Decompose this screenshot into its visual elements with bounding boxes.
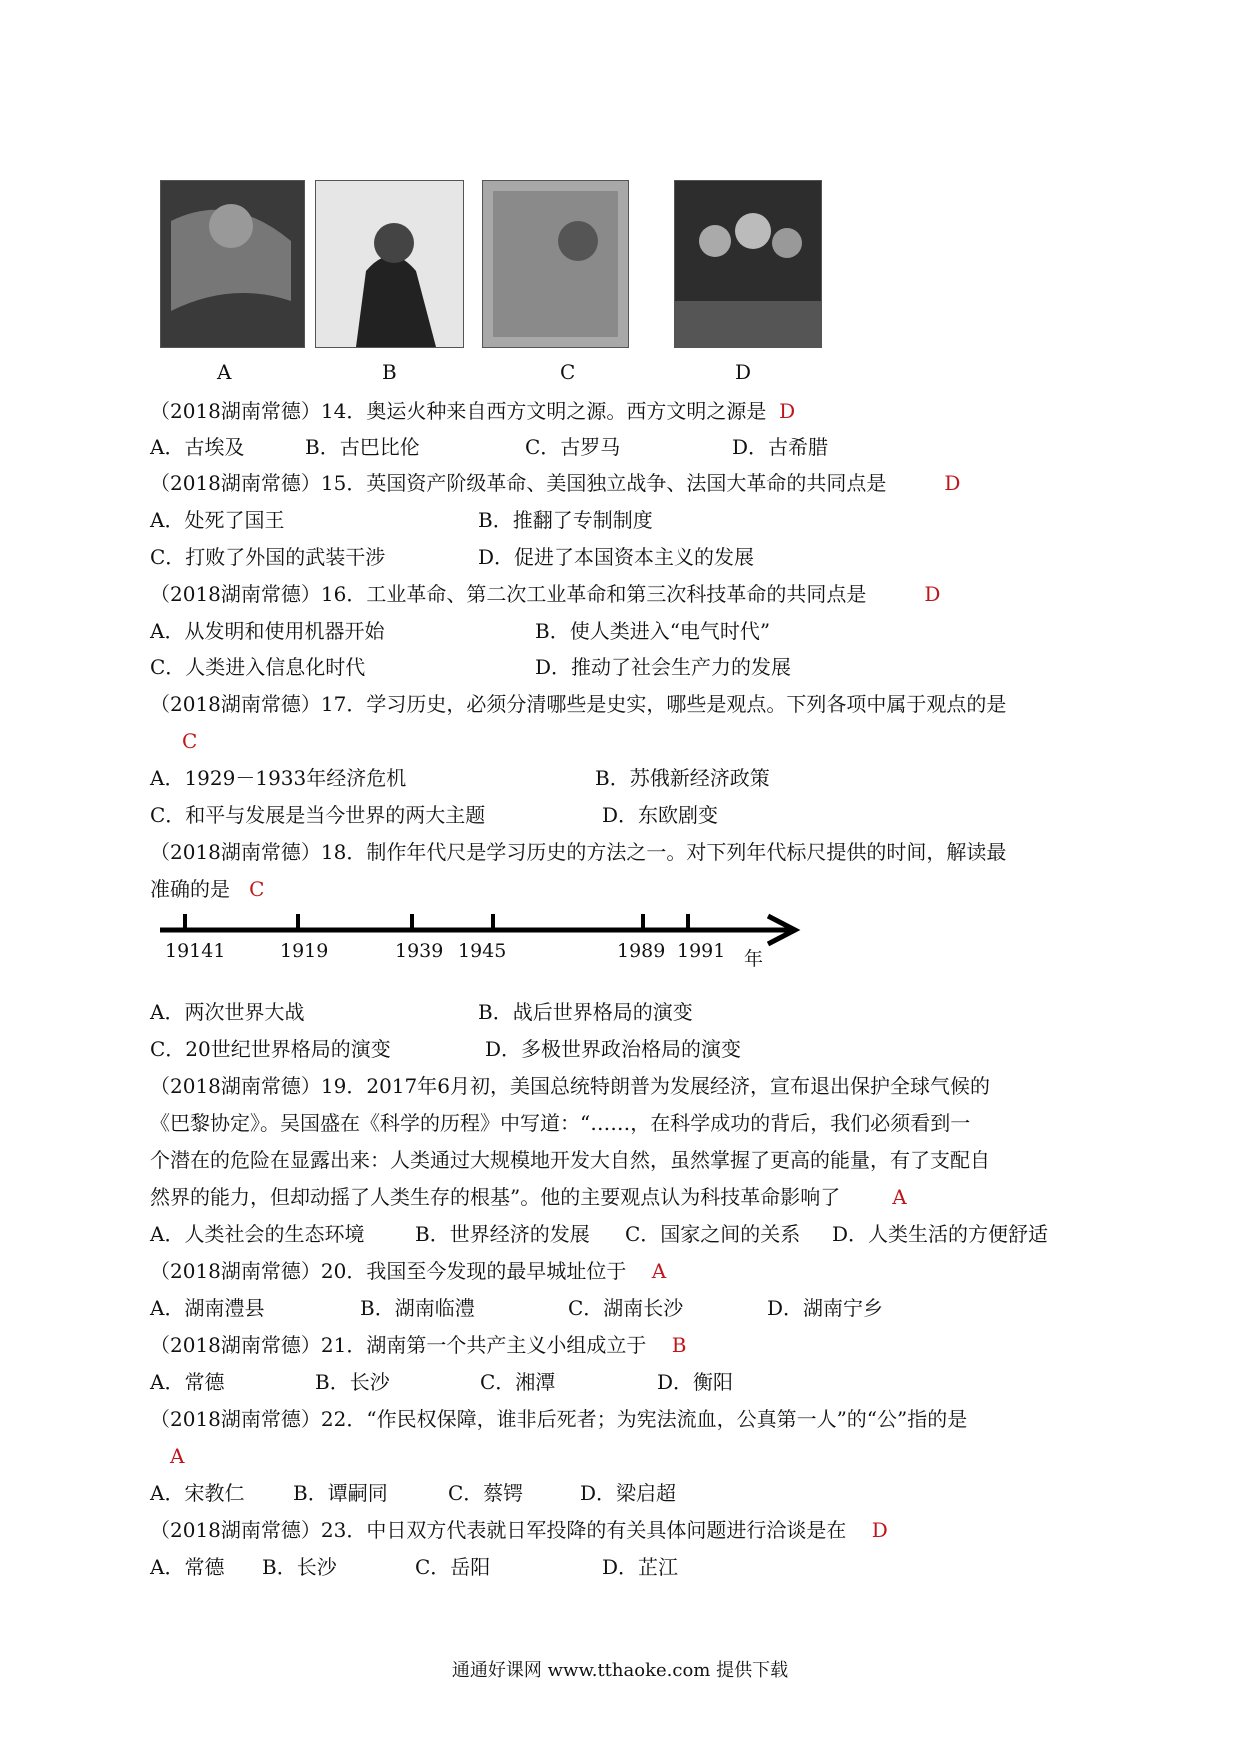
option: D．推动了社会生产力的发展 xyxy=(535,655,792,679)
answer-23: D xyxy=(871,1518,888,1542)
photo-c xyxy=(482,180,629,348)
image-label-c: C xyxy=(560,360,576,384)
option: C．打败了外国的武装干涉 xyxy=(150,545,386,569)
image-label-a: A xyxy=(217,360,232,384)
photo-a xyxy=(160,180,305,348)
answer-14: D xyxy=(779,399,796,423)
question-19-stem-4: 然界的能力，但却动摇了人类生存的根基”。他的主要观点认为科技革命影响了 A xyxy=(150,1185,907,1209)
question-15-stem: （2018湖南常德）15．英国资产阶级革命、美国独立战争、法国大革命的共同点是 D xyxy=(150,471,961,495)
question-19-stem: （2018湖南常德）19．2017年6月初，美国总统特朗普为发展经济，宣布退出保护全球气候的 xyxy=(150,1074,990,1098)
question-18-stem-2: 准确的是 C xyxy=(150,877,265,901)
answer-16: D xyxy=(924,582,941,606)
answer-22: A xyxy=(170,1444,185,1468)
answer-19: A xyxy=(892,1185,907,1209)
option: B．古巴比伦 xyxy=(305,435,420,459)
question-17-stem: （2018湖南常德）17．学习历史，必须分清哪些是史实，哪些是观点。下列各项中属于观点的是 xyxy=(150,692,1007,716)
image-label-b: B xyxy=(382,360,397,384)
option: B．战后世界格局的演变 xyxy=(478,1000,693,1024)
option: C．湘潭 xyxy=(480,1370,556,1394)
option: C．岳阳 xyxy=(415,1555,491,1579)
option: D．芷江 xyxy=(602,1555,679,1579)
option: A．宋教仁 xyxy=(150,1481,245,1505)
option: D．古希腊 xyxy=(732,435,829,459)
option: A．从发明和使用机器开始 xyxy=(150,619,385,643)
answer-20: A xyxy=(651,1259,667,1283)
option: C．蔡锷 xyxy=(448,1481,524,1505)
timeline-year: 1989 xyxy=(617,940,666,962)
image-label-d: D xyxy=(735,360,752,384)
option: C．和平与发展是当今世界的两大主题 xyxy=(150,803,486,827)
question-21-stem: （2018湖南常德）21．湖南第一个共产主义小组成立于 B xyxy=(150,1333,687,1357)
option: A．古埃及 xyxy=(150,435,245,459)
option: B．推翻了专制制度 xyxy=(478,508,653,532)
option: D．东欧剧变 xyxy=(602,803,719,827)
photo-b xyxy=(315,180,464,348)
timeline-year: 1991 xyxy=(677,940,726,962)
option: C．人类进入信息化时代 xyxy=(150,655,366,679)
option: A．两次世界大战 xyxy=(150,1000,305,1024)
option: A．湖南澧县 xyxy=(150,1296,265,1320)
answer-18: C xyxy=(249,877,265,901)
option: D．湖南宁乡 xyxy=(767,1296,884,1320)
answer-21: B xyxy=(671,1333,687,1357)
timeline-unit: 年 xyxy=(744,948,764,970)
option: A．处死了国王 xyxy=(150,508,285,532)
option: B．湖南临澧 xyxy=(360,1296,475,1320)
question-22-stem: （2018湖南常德）22．“作民权保障，谁非后死者；为宪法流血，公真第一人”的“公”指的是 xyxy=(150,1407,968,1431)
option: B．谭嗣同 xyxy=(293,1481,388,1505)
option: D．人类生活的方便舒适 xyxy=(832,1222,1049,1246)
question-23-stem: （2018湖南常德）23．中日双方代表就日军投降的有关具体问题进行洽谈是在 D xyxy=(150,1518,888,1542)
option: A．常德 xyxy=(150,1555,225,1579)
option: B．苏俄新经济政策 xyxy=(595,766,770,790)
option: D．衡阳 xyxy=(657,1370,734,1394)
question-20-stem: （2018湖南常德）20．我国至今发现的最早城址位于 A xyxy=(150,1259,667,1283)
option: B．使人类进入“电气时代” xyxy=(535,619,771,643)
option: A．1929－1933年经济危机 xyxy=(150,766,407,790)
option: C．国家之间的关系 xyxy=(625,1222,801,1246)
question-18-stem: （2018湖南常德）18．制作年代尺是学习历史的方法之一。对下列年代标尺提供的时间，解读最 xyxy=(150,840,1007,864)
timeline-year: 1919 xyxy=(280,940,329,962)
timeline-year: 1939 xyxy=(395,940,444,962)
question-19-stem-2: 《巴黎协定》。吴国盛在《科学的历程》中写道：“……，在科学成功的背后，我们必须看到一 xyxy=(150,1111,971,1135)
option: C．湖南长沙 xyxy=(568,1296,684,1320)
question-19-stem-3: 个潜在的危险在显露出来：人类通过大规模地开发大自然，虽然掌握了更高的能量，有了支配自 xyxy=(150,1148,990,1172)
option: D．促进了本国资本主义的发展 xyxy=(478,545,755,569)
option: D．多极世界政治格局的演变 xyxy=(485,1037,742,1061)
option: A．人类社会的生态环境 xyxy=(150,1222,365,1246)
option: B．长沙 xyxy=(262,1555,337,1579)
option: B．世界经济的发展 xyxy=(415,1222,590,1246)
option: C．20世纪世界格局的演变 xyxy=(150,1037,391,1061)
page-footer: 通通好课网 www.tthaoke.com 提供下载 xyxy=(451,1660,789,1681)
option: C．古罗马 xyxy=(525,435,621,459)
timeline-year: 1945 xyxy=(458,940,507,962)
timeline-year: 19141 xyxy=(165,940,226,962)
option: A．常德 xyxy=(150,1370,225,1394)
answer-17: C xyxy=(182,729,198,753)
option: B．长沙 xyxy=(315,1370,390,1394)
question-16-stem: （2018湖南常德）16．工业革命、第二次工业革命和第三次科技革命的共同点是 D xyxy=(150,582,941,606)
question-14-stem: （2018湖南常德）14．奥运火种来自西方文明之源。西方文明之源是 D xyxy=(150,399,796,423)
answer-15: D xyxy=(944,471,961,495)
photo-d xyxy=(674,180,822,348)
option: D．梁启超 xyxy=(580,1481,677,1505)
